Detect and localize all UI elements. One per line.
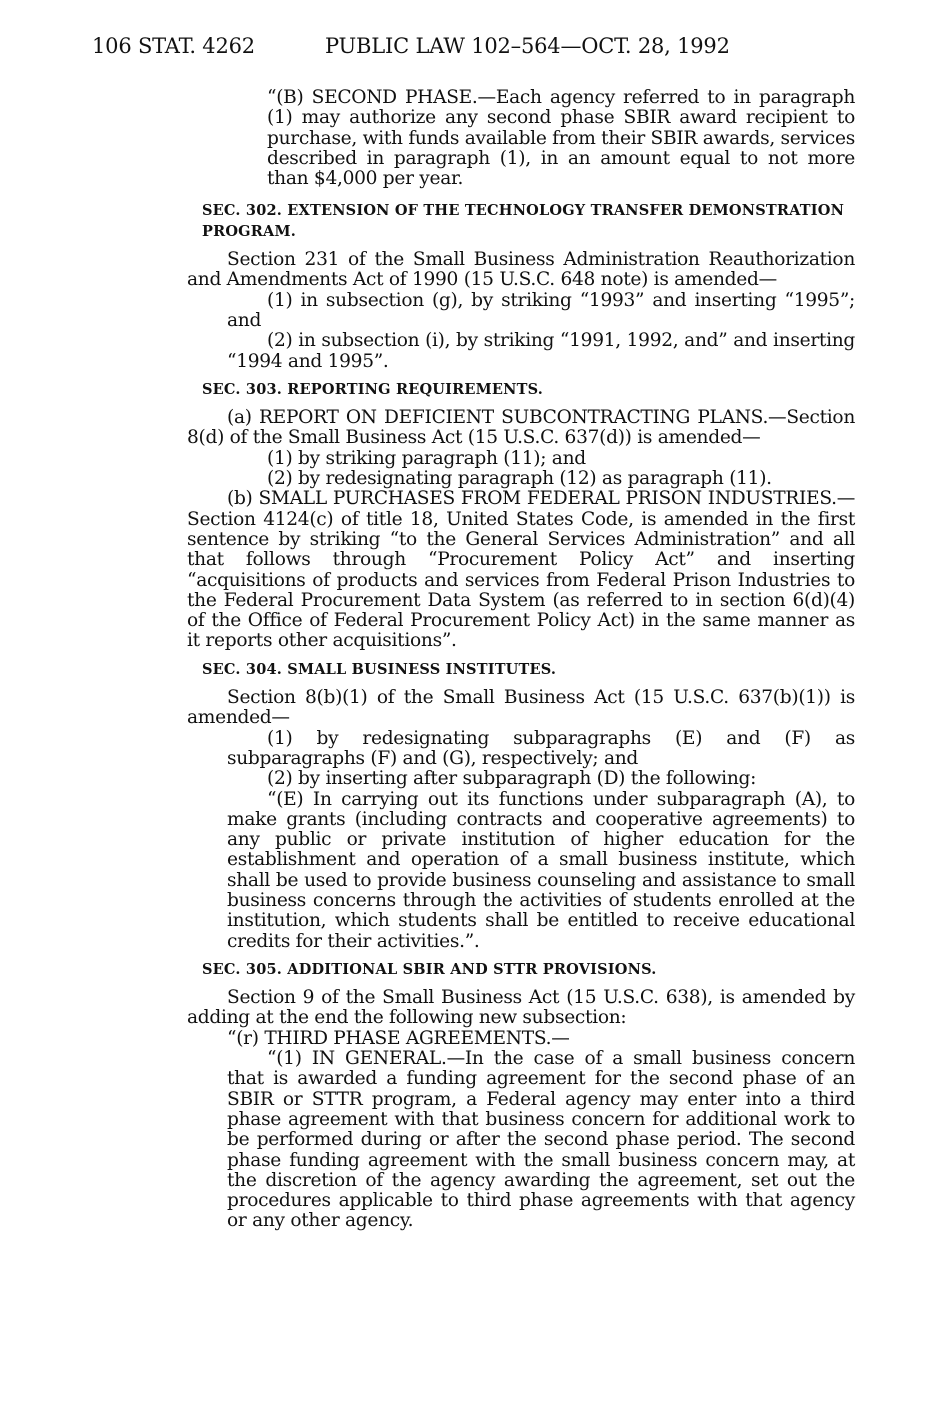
section-303-b: (b) SMALL PURCHASES FROM FEDERAL PRISON INDUSTRIES.—Section 4124(c) of title 18, United States Code, is amended in the first sentence by striking “to the General Services Administration” and all that follows through “Procurement Policy Act” and inserting “acquisitions of products and services from Federal Prison Industries to the Federal Procurement Data System (as referred to in section 6(d)(4) of the Office of Federal Procurement Policy Act) in the same manner as it reports other acquisitions”. [187, 488, 855, 652]
section-305-intro: Section 9 of the Small Business Act (15 U.S.C. 638), is amended by adding at the end the following new subsection: [187, 987, 855, 1029]
section-305-title: SEC. 305. ADDITIONAL SBIR AND STTR PROVISIONS. [202, 960, 657, 978]
section-304-item-2: (2) by inserting after subparagraph (D) the following: [267, 768, 757, 790]
section-303-a-2: (2) by redesignating paragraph (12) as paragraph (11). [267, 468, 772, 490]
page-citation: 106 STAT. 4262 [92, 34, 255, 58]
section-302-item-1: (1) in subsection (g), by striking “1993” and inserting “1995”; and [227, 289, 855, 331]
section-303-title: SEC. 303. REPORTING REQUIREMENTS. [202, 380, 543, 398]
section-303-a: (a) REPORT ON DEFICIENT SUBCONTRACTING PLANS.—Section 8(d) of the Small Business Act (15 U.S.C. 637(d)) is amended— [187, 407, 855, 449]
section-302-title: SEC. 302. EXTENSION OF THE TECHNOLOGY TRANSFER DEMONSTRATION PROGRAM. [202, 202, 845, 240]
section-304-quote-e: “(E) In carrying out its functions under subparagraph (A), to make grants (including contracts and cooperative agreements) to any public or private institution of higher education for the establishment and operation of a small business institute, which shall be used to provide business counseling and assistance to small business concerns through the activities of students enrolled at the institution, which students shall be entitled to receive educational credits for their activities.”. [227, 788, 855, 952]
page-body [187, 87, 855, 1232]
section-303-a-1: (1) by striking paragraph (11); and [267, 447, 586, 469]
section-302-intro: Section 231 of the Small Business Administration Reauthorization and Amendments Act of 1990 (15 U.S.C. 648 note) is amended— [187, 249, 855, 291]
para-b-second-phase: “(B) SECOND PHASE.—Each agency referred to in paragraph (1) may authorize any second phase SBIR award recipient to purchase, with funds available from their SBIR awards, services described in paragraph (1), in an amount equal to not more than $4,000 per year. [267, 87, 855, 190]
section-304-title: SEC. 304. SMALL BUSINESS INSTITUTES. [202, 660, 557, 678]
section-304-item-1: (1) by redesignating subparagraphs (E) and (F) as subparagraphs (F) and (G), respectively; and [227, 727, 855, 769]
subsection-r-heading: “(r) THIRD PHASE AGREEMENTS.— [227, 1027, 570, 1049]
section-304-intro: Section 8(b)(1) of the Small Business Act (15 U.S.C. 637(b)(1)) is amended— [187, 687, 855, 729]
subsection-r-1: “(1) IN GENERAL.—In the case of a small business concern that is awarded a funding agreement for the second phase of an SBIR or STTR program, a Federal agency may enter into a third phase agreement with that business concern for additional work to be performed during or after the second phase period. The second phase funding agreement with the small business concern may, at the discretion of the agency awarding the agreement, set out the procedures applicable to third phase agreements with that agency or any other agency. [227, 1048, 855, 1232]
section-302-item-2: (2) in subsection (i), by striking “1991, 1992, and” and inserting “1994 and 1995”. [227, 330, 855, 372]
public-law-date: PUBLIC LAW 102–564—OCT. 28, 1992 [325, 34, 730, 58]
